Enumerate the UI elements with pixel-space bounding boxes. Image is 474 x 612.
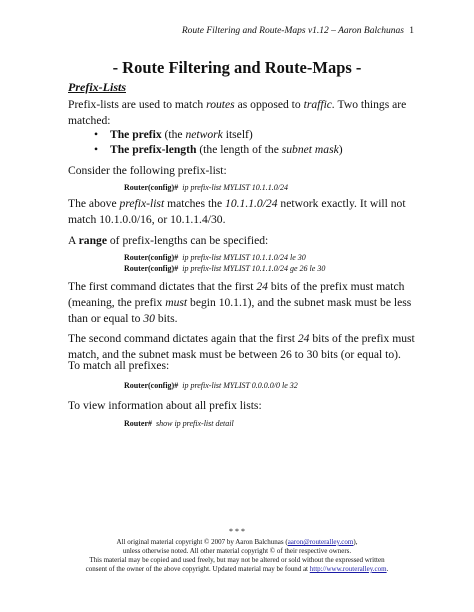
command-prompt: Router# [124, 419, 152, 428]
intro-text-2: as opposed to [234, 98, 304, 111]
intro-italic-traffic: traffic. [303, 98, 335, 111]
second-italic-24: 24 [297, 332, 310, 345]
command-line [124, 182, 288, 194]
command-text: show ip prefix-list detail [156, 419, 234, 428]
footer-text: consent of the owner of the above copyright. Updated material may be found at [85, 565, 310, 573]
range-text-1: A [68, 234, 79, 247]
first-text-4: bits. [154, 312, 178, 325]
section-heading: Prefix-Lists [68, 80, 126, 94]
bullet-text: ) [338, 143, 343, 156]
first-text-1: The first command dictates that the first [68, 280, 257, 293]
footer-text: . [386, 565, 389, 573]
first-text-2: bits of the prefix must match (meaning, the prefix [68, 280, 405, 309]
command-text: ip prefix-list MYLIST 10.1.1.0/24 le 30 [182, 253, 306, 262]
first-italic-30: 30 [143, 312, 155, 325]
intro-text-3: Two things are matched: [68, 98, 407, 127]
above-text-1: The above [68, 197, 120, 210]
second-text-1: The second command dictates again that the first [68, 332, 298, 345]
view-info-paragraph: To view information about all prefix lists: [68, 399, 262, 412]
range-bold: range [78, 234, 107, 247]
consider-paragraph: Consider the following prefix-list: [68, 164, 227, 177]
page-title: - Route Filtering and Route-Maps - [112, 58, 362, 77]
command-prompt: Router(config)# [124, 253, 179, 262]
command-prompt: Router(config)# [124, 264, 179, 273]
intro-text-1: Prefix-lists are used to match [68, 98, 207, 111]
above-text-2: matches the [164, 197, 226, 210]
footer-separator: * * * [229, 527, 245, 536]
list-item [88, 127, 343, 142]
above-italic-network: 10.1.1.0/24 [225, 197, 278, 210]
footer-line: This material may be copied and used freely, but may not be altered or sold without the expressed written [89, 556, 385, 564]
above-paragraph [68, 196, 418, 228]
website-link[interactable]: http://www.routeralley.com [309, 565, 387, 573]
above-italic-prefix-list: prefix-list [119, 197, 165, 210]
above-text-3: network exactly. It will not match 10.1.0.0/16, or 10.1.1.4/30. [68, 197, 406, 226]
intro-italic-routes: routes [206, 98, 235, 111]
match-list [88, 127, 343, 157]
bullet-text: itself) [222, 128, 253, 141]
footer-line [0, 565, 474, 574]
bullet-text: (the [161, 128, 186, 141]
command-text: ip prefix-list MYLIST 10.1.1.0/24 [182, 183, 289, 192]
footer-line: unless otherwise noted. All other material copyright © of their respective owners. [122, 547, 352, 555]
email-link[interactable]: aaron@routeralley.com [287, 538, 354, 546]
match-all-paragraph: To match all prefixes: [68, 359, 170, 372]
page-number: 1 [409, 26, 414, 36]
bullet-text: (the length of the [196, 143, 282, 156]
first-italic-must: must [165, 296, 188, 309]
command-prompt: Router(config)# [124, 183, 179, 192]
running-header [181, 26, 414, 36]
range-paragraph [68, 233, 418, 249]
command-line [124, 263, 325, 275]
footer-line [0, 538, 474, 547]
command-text: ip prefix-list MYLIST 10.1.1.0/24 ge 26 le 30 [182, 264, 326, 273]
range-text-2: of prefix-lengths can be specified: [106, 234, 269, 247]
running-title: Route Filtering and Route-Maps v1.12 – Aaron Balchunas [181, 26, 404, 36]
first-italic-24: 24 [256, 280, 268, 293]
first-command-paragraph [68, 279, 418, 327]
command-prompt: Router(config)# [124, 381, 179, 390]
command-line [124, 380, 298, 392]
list-item [88, 142, 343, 157]
footer-text: ), [353, 538, 358, 546]
intro-paragraph [68, 97, 418, 129]
bullet-bold: The prefix [110, 128, 162, 141]
copyright-footer [0, 527, 474, 574]
bullet-italic: network [185, 128, 223, 141]
footer-text: All original material copyright © 2007 by Aaron Balchunas ( [116, 538, 288, 546]
first-text-3: begin 10.1.1), and the subnet mask must be less than or equal to [68, 296, 412, 325]
bullet-italic: subnet mask [281, 143, 339, 156]
bullet-bold: The prefix-length [110, 143, 197, 156]
second-text-2: bits of the prefix must match, and the subnet mask must be between 26 to 30 bits (or equal to). [68, 332, 415, 361]
command-text: ip prefix-list MYLIST 0.0.0.0/0 le 32 [182, 381, 298, 390]
command-line [124, 418, 234, 430]
